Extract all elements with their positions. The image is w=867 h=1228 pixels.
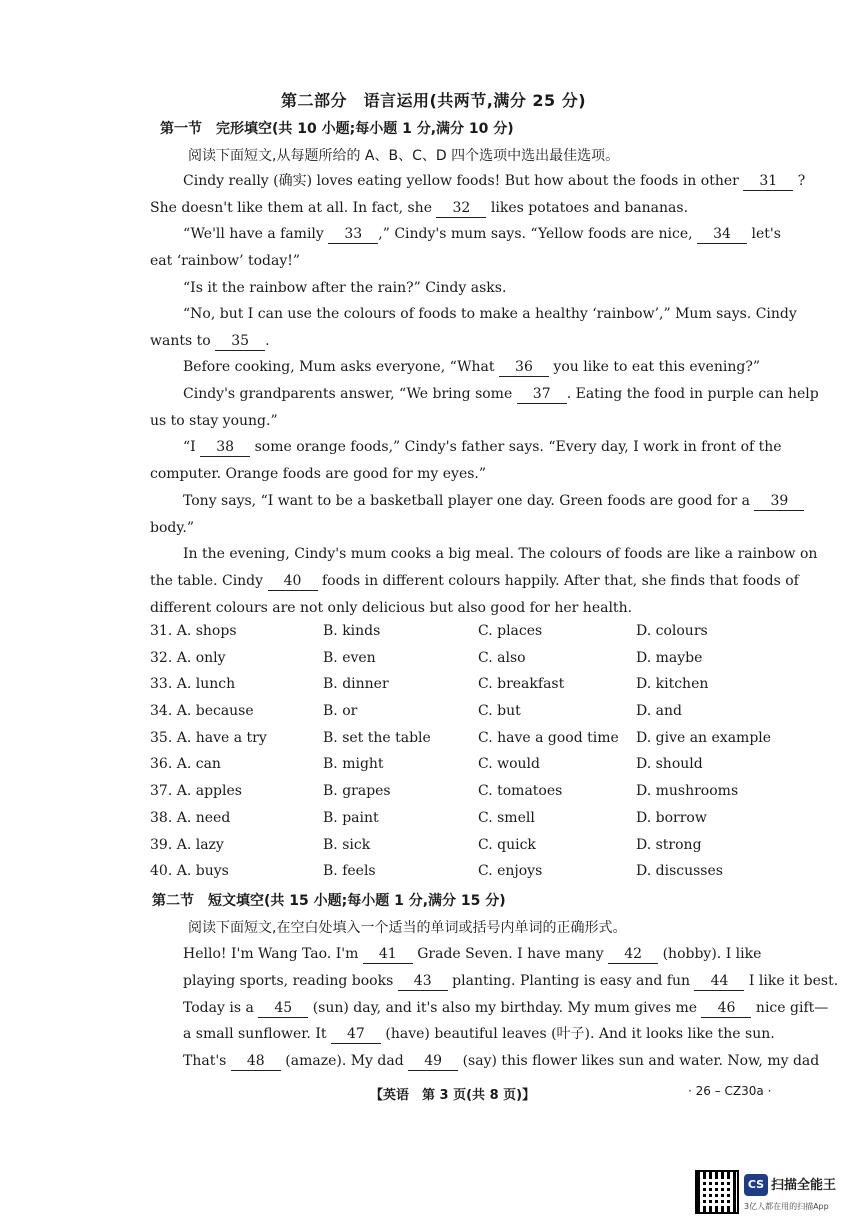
- answer-blank[interactable]: 46: [701, 1000, 751, 1018]
- option-c[interactable]: C. enjoys: [478, 863, 543, 880]
- option-c[interactable]: C. would: [478, 756, 540, 773]
- passage-text: In the evening, Cindy's mum cooks a big meal. The colours of foods are like a rainbow on: [183, 546, 818, 562]
- option-d[interactable]: D. kitchen: [636, 676, 709, 693]
- option-a[interactable]: 32. A. only: [150, 649, 226, 666]
- passage-text: (have) beautiful leaves (叶子). And it looks like the sun.: [380, 1026, 775, 1042]
- option-d[interactable]: D. borrow: [636, 809, 707, 826]
- passage-text: foods in different colours happily. After that, she finds that foods of: [317, 573, 799, 589]
- passage-text: the table. Cindy: [150, 573, 268, 589]
- camscanner-tagline: 3亿人都在用的扫描App: [744, 1202, 829, 1211]
- passage-text: “Is it the rainbow after the rain?” Cindy asks.: [183, 280, 507, 296]
- passage-line: [183, 304, 795, 324]
- passage-text: body.”: [150, 520, 195, 536]
- passage-text: some orange foods,” Cindy's father says. “Every day, I work in front of the: [250, 439, 782, 455]
- passage-text: likes potatoes and bananas.: [486, 200, 689, 216]
- option-d[interactable]: D. should: [636, 756, 703, 773]
- option-d[interactable]: D. strong: [636, 836, 702, 853]
- passage-text: I like it best.: [744, 973, 839, 989]
- cloze-options: [150, 623, 810, 890]
- option-c[interactable]: C. have a good time: [478, 729, 619, 746]
- option-c[interactable]: C. quick: [478, 836, 536, 853]
- answer-blank[interactable]: 34: [697, 226, 747, 244]
- passage-text: nice gift—: [751, 1000, 829, 1016]
- camscanner-name: 扫描全能王: [771, 1178, 837, 1193]
- passage-line: [183, 971, 839, 991]
- passage-line: [183, 278, 795, 298]
- option-d[interactable]: D. discusses: [636, 863, 723, 880]
- option-b[interactable]: B. might: [323, 756, 384, 773]
- passage-text: .: [265, 333, 270, 349]
- passage-text: ,” Cindy's mum says. “Yellow foods are nice,: [378, 226, 698, 242]
- option-row: [150, 810, 810, 837]
- option-row: [150, 676, 810, 703]
- passage-text: us to stay young.”: [150, 413, 278, 429]
- passage-text: Before cooking, Mum asks everyone, “What: [183, 359, 499, 375]
- option-row: [150, 730, 810, 757]
- page-footer-label: 【英语 第 3 页(共 8 页)】: [370, 1088, 536, 1103]
- option-c[interactable]: C. places: [478, 623, 543, 639]
- passage-text: you like to eat this evening?”: [548, 359, 760, 375]
- passage-line: [183, 224, 795, 244]
- option-a[interactable]: 40. A. buys: [150, 863, 229, 880]
- option-b[interactable]: B. sick: [323, 836, 371, 853]
- passage-text: a small sunflower. It: [183, 1026, 331, 1042]
- camscanner-logo-icon: CS: [744, 1174, 768, 1196]
- passage-text: computer. Orange foods are good for my eyes.”: [150, 466, 487, 482]
- answer-blank[interactable]: 44: [694, 973, 744, 991]
- option-b[interactable]: B. grapes: [323, 783, 391, 800]
- option-b[interactable]: B. set the table: [323, 729, 431, 746]
- passage-text: Cindy really (确实) loves eating yellow foods! But how about the foods in other: [183, 173, 744, 189]
- exam-code: · 26 – CZ30a ·: [688, 1084, 772, 1098]
- qr-code-icon: [695, 1170, 739, 1214]
- answer-blank[interactable]: 37: [517, 386, 567, 404]
- answer-blank[interactable]: 42: [608, 946, 658, 964]
- option-a[interactable]: 35. A. have a try: [150, 729, 267, 746]
- option-b[interactable]: B. or: [323, 703, 358, 720]
- option-c[interactable]: C. smell: [478, 809, 535, 826]
- option-a[interactable]: 33. A. lunch: [150, 676, 236, 693]
- answer-blank[interactable]: 32: [436, 200, 486, 218]
- option-c[interactable]: C. also: [478, 649, 526, 666]
- passage-line: [150, 411, 795, 431]
- answer-blank[interactable]: 35: [215, 333, 265, 351]
- option-d[interactable]: D. maybe: [636, 649, 703, 666]
- option-row: [150, 650, 810, 677]
- passage-line: [183, 1051, 820, 1071]
- passage-text: (sun) day, and it's also my birthday. My mum gives me: [308, 1000, 702, 1016]
- option-c[interactable]: C. but: [478, 703, 521, 720]
- option-a[interactable]: 31. A. shops: [150, 623, 237, 639]
- passage-text: eat ‘rainbow’ today!”: [150, 253, 301, 269]
- passage-line: [183, 171, 806, 191]
- answer-blank[interactable]: 38: [200, 439, 250, 457]
- option-a[interactable]: 34. A. because: [150, 703, 254, 720]
- passage-line: [183, 944, 795, 964]
- passage-text: Tony says, “I want to be a basketball player one day. Green foods are good for a: [183, 493, 755, 509]
- section1-instruction: 阅读下面短文,从每题所给的 A、B、C、D 四个选项中选出最佳选项。: [188, 148, 620, 164]
- passage-text: playing sports, reading books: [183, 973, 398, 989]
- passage-text: Cindy's grandparents answer, “We bring some: [183, 386, 517, 402]
- passage-line: [150, 598, 795, 618]
- answer-blank[interactable]: 36: [499, 359, 549, 377]
- answer-blank[interactable]: 43: [398, 973, 448, 991]
- section1-title: 第一节 完形填空(共 10 小题;每小题 1 分,满分 10 分): [160, 121, 514, 137]
- option-d[interactable]: D. give an example: [636, 729, 772, 746]
- answer-blank[interactable]: 33: [328, 226, 378, 244]
- answer-blank[interactable]: 41: [363, 946, 413, 964]
- passage-text: Grade Seven. I have many: [412, 946, 609, 962]
- passage-text: She doesn't like them at all. In fact, she: [150, 200, 437, 216]
- passage-text: (say) this flower likes sun and water. Now, my dad: [458, 1053, 820, 1069]
- option-c[interactable]: C. breakfast: [478, 676, 565, 693]
- passage-text: different colours are not only delicious but also good for her health.: [150, 600, 633, 616]
- option-row: [150, 703, 810, 730]
- answer-blank[interactable]: 39: [754, 493, 804, 511]
- option-a[interactable]: 39. A. lazy: [150, 836, 224, 853]
- passage-text: let's: [747, 226, 781, 242]
- option-b[interactable]: B. even: [323, 649, 376, 666]
- option-d[interactable]: D. colours: [636, 623, 708, 639]
- option-row: [150, 783, 810, 810]
- option-row: [150, 756, 810, 783]
- passage-text: Today is a: [183, 1000, 259, 1016]
- passage-line: [183, 437, 795, 457]
- answer-blank[interactable]: 40: [268, 573, 318, 591]
- passage-text: (hobby). I like: [658, 946, 762, 962]
- passage-line: [183, 357, 795, 377]
- passage-line: [183, 544, 818, 564]
- passage-line: [150, 518, 795, 538]
- option-a[interactable]: 38. A. need: [150, 809, 231, 826]
- answer-blank[interactable]: 45: [258, 1000, 308, 1018]
- passage-line: [150, 198, 795, 218]
- passage-text: “We'll have a family: [183, 226, 329, 242]
- option-a[interactable]: 36. A. can: [150, 756, 221, 773]
- passage-line: [183, 384, 819, 404]
- answer-blank[interactable]: 49: [408, 1053, 458, 1071]
- passage-text: (amaze). My dad: [280, 1053, 409, 1069]
- passage-line: [150, 251, 795, 271]
- part-title: 第二部分 语言运用(共两节,满分 25 分): [280, 91, 587, 110]
- option-row: [150, 863, 810, 890]
- answer-blank[interactable]: 48: [231, 1053, 281, 1071]
- passage-line: [150, 571, 799, 591]
- option-d[interactable]: D. and: [636, 703, 682, 720]
- passage-text: “I: [183, 439, 201, 455]
- option-c[interactable]: C. tomatoes: [478, 783, 563, 800]
- passage-line: [150, 464, 795, 484]
- answer-blank[interactable]: 31: [743, 173, 793, 191]
- option-b[interactable]: B. kinds: [323, 623, 381, 639]
- option-d[interactable]: D. mushrooms: [636, 783, 739, 800]
- option-row: [150, 837, 810, 864]
- passage-line: [150, 331, 795, 351]
- passage-line: [183, 998, 829, 1018]
- passage-text: . Eating the food in purple can help: [566, 386, 819, 402]
- answer-blank[interactable]: 47: [331, 1026, 381, 1044]
- section2-title: 第二节 短文填空(共 15 小题;每小题 1 分,满分 15 分): [152, 893, 506, 909]
- option-b[interactable]: B. dinner: [323, 676, 389, 693]
- option-a[interactable]: 37. A. apples: [150, 783, 242, 800]
- passage-text: That's: [183, 1053, 231, 1069]
- passage-text: Hello! I'm Wang Tao. I'm: [183, 946, 363, 962]
- passage-text: “No, but I can use the colours of foods to make a healthy ‘rainbow’,” Mum says. Cindy: [183, 306, 797, 322]
- passage-line: [183, 491, 795, 511]
- passage-text: wants to: [150, 333, 216, 349]
- passage-line: [183, 1024, 795, 1044]
- passage-text: planting. Planting is easy and fun: [447, 973, 695, 989]
- option-b[interactable]: B. feels: [323, 863, 376, 880]
- option-row: [150, 623, 810, 650]
- section2-instruction: 阅读下面短文,在空白处填入一个适当的单词或括号内单词的正确形式。: [188, 920, 627, 936]
- option-b[interactable]: B. paint: [323, 809, 379, 826]
- passage-text: ?: [793, 173, 806, 189]
